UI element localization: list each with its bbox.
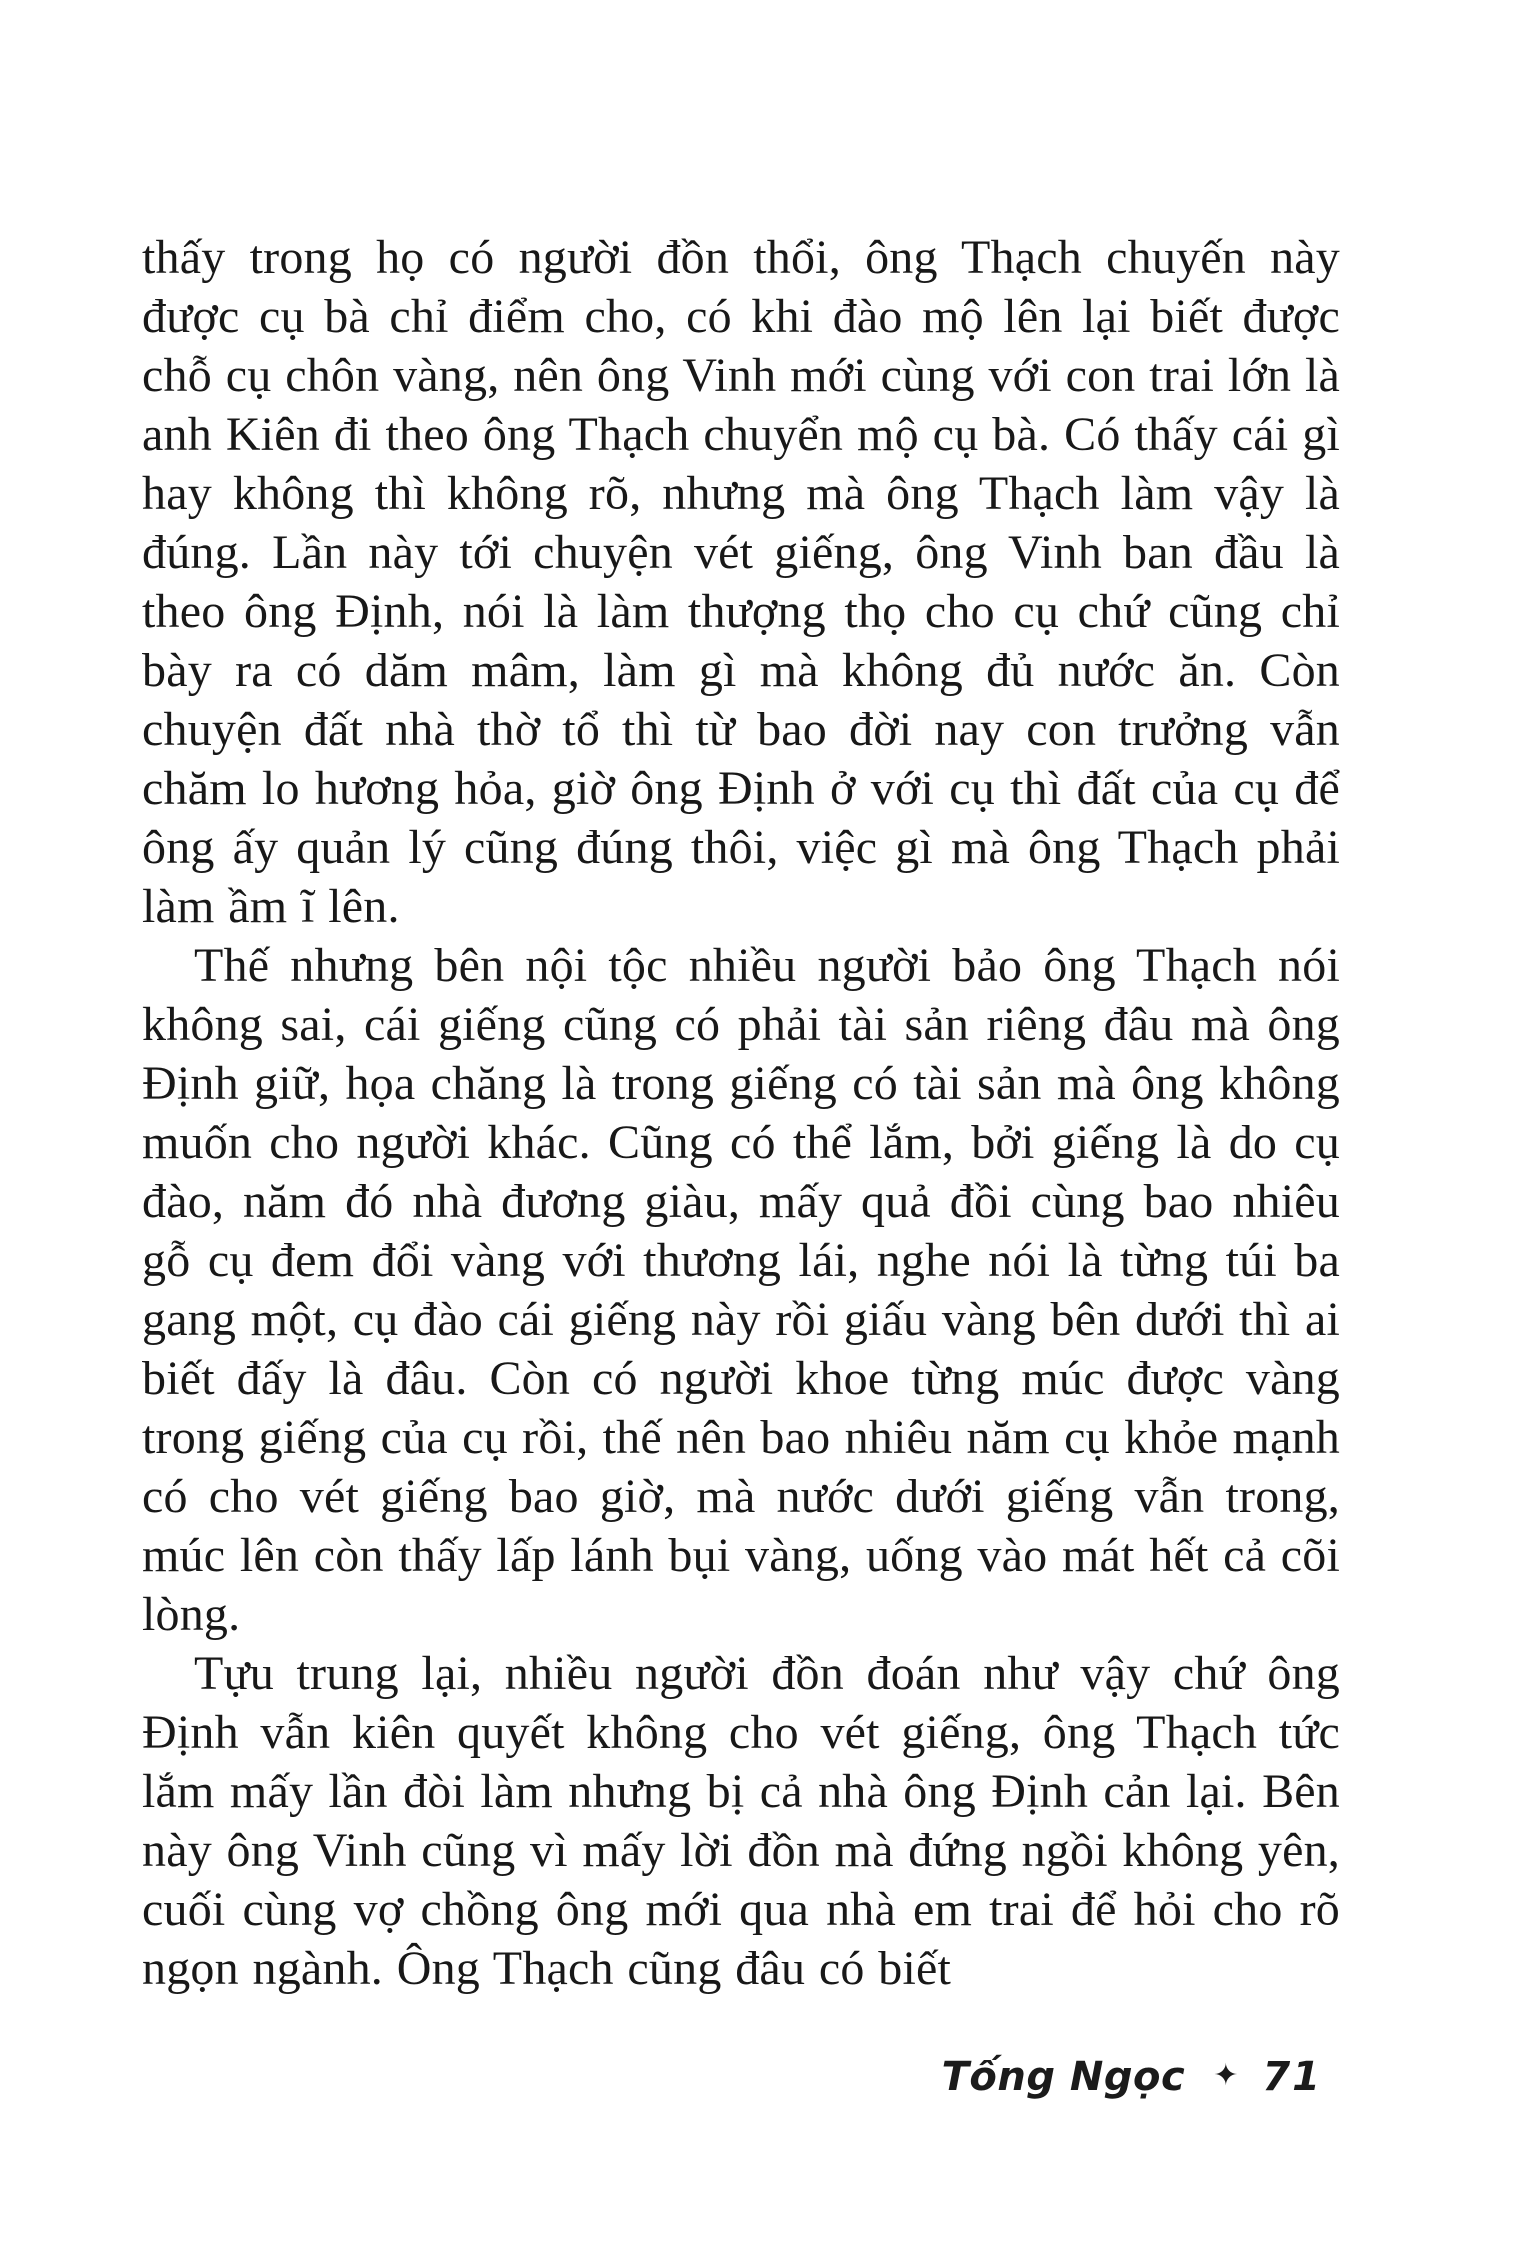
page-footer (142, 2054, 1322, 2100)
paragraph-2: Thế nhưng bên nội tộc nhiều người bảo ông Thạch nói không sai, cái giếng cũng có phải tài sản riêng đâu mà ông Định giữ, họa chăng là trong giếng có tài sản mà ông không muốn cho người khác. Cũng có thể lắm, bởi giếng là do cụ đào, năm đó nhà đương giàu, mấy quả đồi cùng bao nhiêu gỗ cụ đem đổi vàng với thương lái, nghe nói là từng túi ba gang một, cụ đào cái giếng này rồi giấu vàng bên dưới thì ai biết đấy là đâu. Còn có người khoe từng múc được vàng trong giếng của cụ rồi, thế nên bao nhiêu năm cụ khỏe mạnh có cho vét giếng bao giờ, mà nước dưới giếng vẫn trong, múc lên còn thấy lấp lánh bụi vàng, uống vào mát hết cả cõi lòng. (142, 939, 1340, 1641)
star-icon: ✦ (1213, 2058, 1239, 2093)
author-name: Tống Ngọc (941, 2054, 1186, 2100)
body-text-block (142, 228, 1340, 1998)
paragraph-3: Tựu trung lại, nhiều người đồn đoán như vậy chứ ông Định vẫn kiên quyết không cho vét giếng, ông Thạch tức lắm mấy lần đòi làm nhưng bị cả nhà ông Định cản lại. Bên này ông Vinh cũng vì mấy lời đồn mà đứng ngồi không yên, cuối cùng vợ chồng ông mới qua nhà em trai để hỏi cho rõ ngọn ngành. Ông Thạch cũng đâu có biết (142, 1647, 1340, 1995)
page-number: 71 (1262, 2054, 1322, 2100)
paragraph-1: thấy trong họ có người đồn thổi, ông Thạch chuyến này được cụ bà chỉ điểm cho, có khi đào mộ lên lại biết được chỗ cụ chôn vàng, nên ông Vinh mới cùng với con trai lớn là anh Kiên đi theo ông Thạch chuyển mộ cụ bà. Có thấy cái gì hay không thì không rõ, nhưng mà ông Thạch làm vậy là đúng. Lần này tới chuyện vét giếng, ông Vinh ban đầu là theo ông Định, nói là làm thượng thọ cho cụ chứ cũng chỉ bày ra có dăm mâm, làm gì mà không đủ nước ăn. Còn chuyện đất nhà thờ tổ thì từ bao đời nay con trưởng vẫn chăm lo hương hỏa, giờ ông Định ở với cụ thì đất của cụ để ông ấy quản lý cũng đúng thôi, việc gì mà ông Thạch phải làm ầm ĩ lên. (142, 231, 1340, 933)
